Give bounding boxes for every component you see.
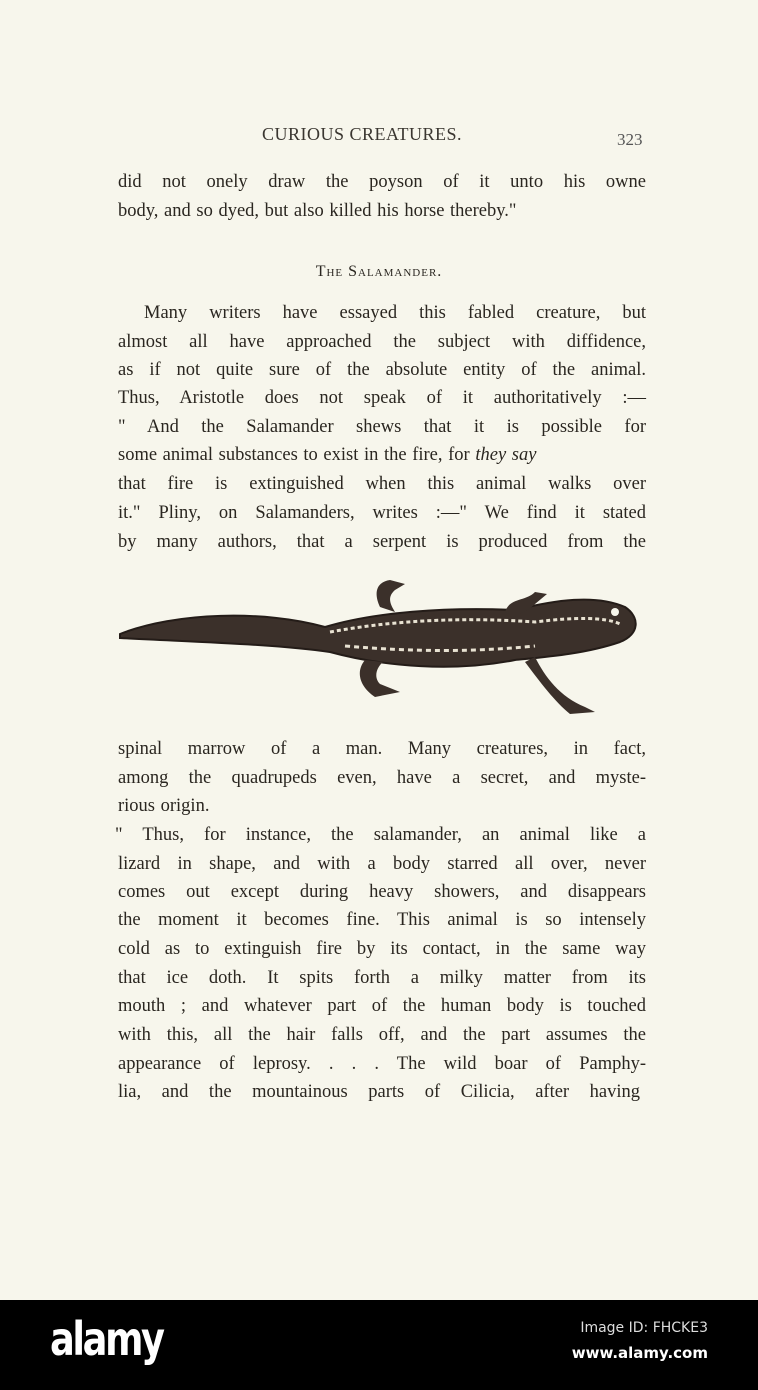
text-line: by many authors, that a serpent is produced from the: [118, 532, 646, 552]
text-line: " And the Salamander shews that it is possible for: [118, 417, 646, 437]
alamy-logo: alamy: [50, 1312, 163, 1366]
text-line: body, and so dyed, but also killed his horse thereby.": [118, 201, 517, 221]
salamander-body: [120, 600, 636, 667]
image-id: Image ID: FHCKE3: [580, 1320, 708, 1336]
text-line: spinal marrow of a man. Many creatures, in fact,: [118, 739, 646, 759]
text-line: almost all have approached the subject with diffidence,: [118, 332, 646, 352]
text-line: it." Pliny, on Salamanders, writes :—" We find it stated: [118, 503, 646, 523]
text-line: [118, 443, 536, 467]
text-line: comes out except during heavy showers, and disappears: [118, 882, 646, 902]
text-line: lia, and the mountainous parts of Cilicia, after having: [118, 1082, 640, 1102]
text-line: lizard in shape, and with a body starred all over, never: [118, 854, 646, 874]
text-line: mouth ; and whatever part of the human body is touched: [118, 996, 646, 1016]
salamander-hind-leg: [377, 580, 405, 612]
text-line: that ice doth. It spits forth a milky matter from its: [118, 968, 646, 988]
salamander-illustration: [115, 572, 645, 722]
text-line: with this, all the hair falls off, and the part assumes the: [118, 1025, 646, 1045]
running-title: CURIOUS CREATURES.: [262, 124, 463, 144]
italic-phrase: they say: [475, 445, 537, 465]
salamander-hind-leg: [360, 660, 400, 697]
text-line: rious origin.: [118, 796, 210, 816]
salamander-eye: [611, 608, 619, 616]
watermark-bar: [0, 1300, 758, 1390]
text-line: the moment it becomes fine. This animal is so intensely: [118, 910, 646, 930]
section-heading: The Salamander.: [315, 263, 443, 280]
text-line: cold as to extinguish fire by its contact, in the same way: [118, 939, 646, 959]
text-fragment: some animal substances to exist in the fire, for: [118, 445, 470, 465]
text-line: Thus, Aristotle does not speak of it authoritatively :—: [118, 388, 646, 408]
text-line: Many writers have essayed this fabled creature, but: [144, 303, 646, 323]
salamander-front-leg: [525, 657, 595, 714]
text-line: that fire is extinguished when this animal walks over: [118, 474, 646, 494]
text-line: among the quadrupeds even, have a secret, and myste-: [118, 768, 646, 788]
text-line: as if not quite sure of the absolute entity of the animal.: [118, 360, 646, 380]
text-line: " Thus, for instance, the salamander, an animal like a: [115, 825, 646, 845]
website-link: www.alamy.com: [571, 1344, 708, 1362]
text-line: appearance of leprosy. . . . The wild boar of Pamphy-: [118, 1054, 646, 1074]
page-number: 323: [617, 130, 643, 149]
text-line: did not onely draw the poyson of it unto his owne: [118, 172, 646, 192]
